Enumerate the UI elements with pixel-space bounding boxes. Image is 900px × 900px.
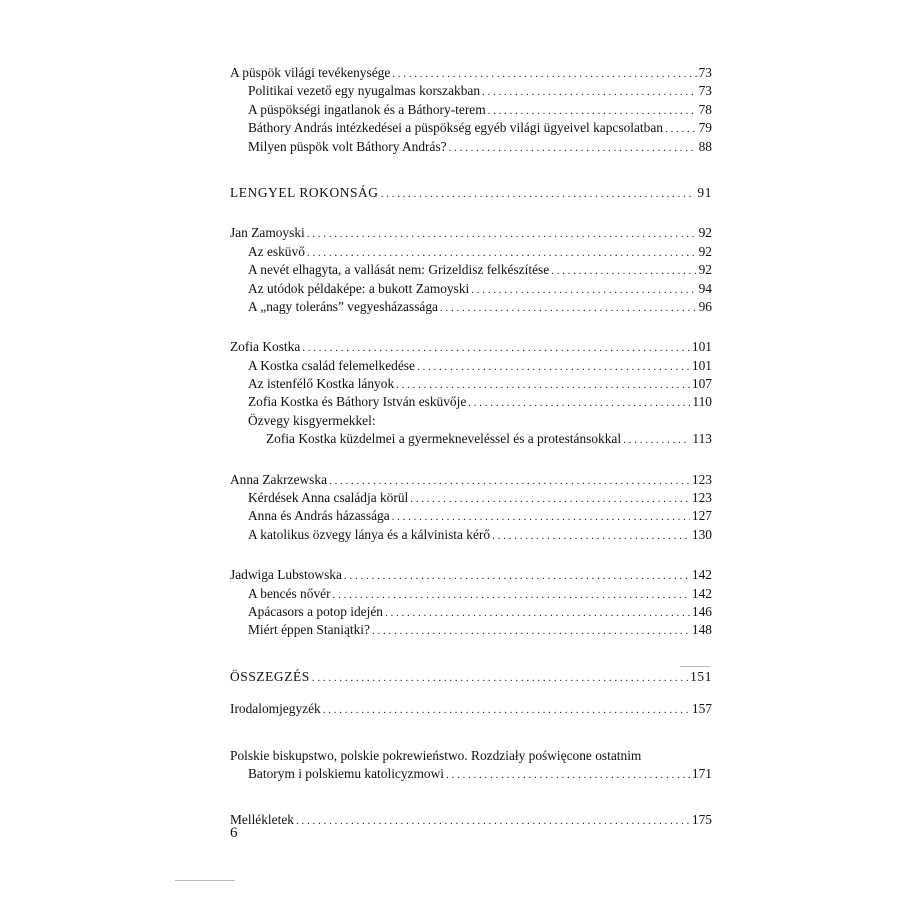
toc-subentry-title: Özvegy kisgyermekkel: (248, 412, 376, 428)
toc-subentry-page: 73 (698, 83, 712, 99)
toc-entry-title: Mellékletek (230, 812, 294, 828)
toc-subentry (230, 138, 712, 156)
toc-subentry (230, 82, 712, 100)
toc-subentry-title: A katolikus özvegy lánya és a kálvinista kérő (248, 526, 491, 542)
leader-dots (307, 243, 697, 261)
toc-entry (230, 224, 712, 242)
leader-dots (482, 82, 697, 100)
toc-subentry (230, 489, 712, 507)
toc-entry-title: Jadwiga Lubstowska (230, 567, 342, 583)
toc-entry (230, 811, 712, 829)
leader-dots (551, 261, 696, 279)
page-number: 6 (230, 825, 238, 841)
leader-dots (488, 101, 697, 119)
toc-subentry-title: A bencés nővér (248, 585, 331, 601)
toc-subentry (230, 375, 712, 393)
toc-subentry-title: Az esküvő (248, 243, 305, 259)
toc-entry-page: 171 (691, 765, 712, 781)
toc-entry-title: Polskie biskupstwo, polskie pokrewieństwo. Rozdziały poświęcone ostatnim (230, 747, 642, 763)
toc-subentry-title: Kérdések Anna családja körül (248, 490, 409, 506)
toc-entry-title: Irodalomjegyzék (230, 701, 321, 717)
toc-subentry-page: 94 (698, 280, 712, 296)
toc-subentry-line (230, 412, 712, 430)
toc-entry (230, 700, 712, 718)
toc-subentry-page: 78 (698, 101, 712, 117)
leader-dots (381, 184, 696, 202)
toc-subentry (230, 280, 712, 298)
leader-dots (665, 119, 697, 137)
spacer (230, 449, 712, 471)
toc-subentry (230, 101, 712, 119)
toc-subentry-page: 101 (691, 357, 712, 373)
toc-subentry-page: 146 (691, 603, 712, 619)
toc-entry-title: Zofia Kostka (230, 339, 301, 355)
toc-chapter (230, 668, 712, 686)
leader-dots (329, 471, 690, 489)
leader-dots (623, 430, 690, 448)
toc-subentry-page: 79 (698, 120, 712, 136)
toc-subentry (230, 621, 712, 639)
toc-chapter (230, 184, 712, 202)
toc-entry-page: 123 (691, 471, 712, 487)
toc-subentry (230, 603, 712, 621)
scan-speck (680, 666, 710, 667)
toc-entry-page: 142 (691, 567, 712, 583)
toc-subentry-title: Zofia Kostka és Báthory István esküvője (248, 394, 467, 410)
toc-subentry-page: 130 (691, 526, 712, 542)
toc-subentry-title: A püspökségi ingatlanok és a Báthory-terem (248, 101, 486, 117)
leader-dots (396, 375, 690, 393)
toc-chapter-page: 151 (690, 668, 712, 684)
spacer (230, 544, 712, 566)
toc-subentry-title: Báthory András intézkedései a püspökség egyéb világi ügyeivel kapcsolatban (248, 120, 663, 136)
toc-subentry (230, 430, 712, 448)
toc-subentry (230, 119, 712, 137)
leader-dots (417, 357, 690, 375)
toc-subentry-title: A „nagy toleráns” vegyesházassága (248, 298, 438, 314)
leader-dots (392, 507, 690, 525)
toc-subentry-page: 88 (698, 138, 712, 154)
toc-subentry (230, 243, 712, 261)
leader-dots (385, 603, 690, 621)
toc-entry (230, 64, 712, 82)
spacer (230, 783, 712, 811)
toc-subentry (230, 261, 712, 279)
toc-subentry-title: Politikai vezető egy nyugalmas korszakban (248, 83, 481, 99)
leader-dots (449, 138, 697, 156)
leader-dots (323, 700, 690, 718)
toc-chapter-title: ÖSSZEGZÉS (230, 668, 310, 684)
toc-subentry-title: Apácasors a potop idején (248, 603, 383, 619)
toc-subentry (230, 507, 712, 525)
toc-entry-page: 92 (698, 225, 712, 241)
toc-subentry (230, 357, 712, 375)
toc-entry (230, 765, 712, 783)
toc-subentry-page: 96 (698, 298, 712, 314)
table-of-contents (230, 64, 712, 830)
spacer (230, 316, 712, 338)
toc-entry-page: 175 (691, 812, 712, 828)
toc-entry-title: Anna Zakrzewska (230, 471, 328, 487)
toc-subentry-title: Zofia Kostka küzdelmei a gyermekneveléssel és a protestánsokkal (266, 431, 622, 447)
spacer (230, 156, 712, 184)
leader-dots (296, 811, 690, 829)
toc-subentry (230, 393, 712, 411)
toc-subentry-page: 107 (691, 376, 712, 392)
leader-dots (372, 621, 690, 639)
toc-subentry-title: A Kostka család felemelkedése (248, 357, 415, 373)
toc-entry-page: 101 (691, 339, 712, 355)
leader-dots (307, 224, 697, 242)
toc-chapter-title: LENGYEL ROKONSÁG (230, 184, 379, 200)
toc-subentry-page: 92 (698, 243, 712, 259)
toc-entry-page: 73 (698, 65, 712, 80)
toc-subentry-title: Miért éppen Staniątki? (248, 622, 370, 638)
toc-entry-line (230, 747, 712, 765)
leader-dots (492, 526, 690, 544)
leader-dots (302, 338, 690, 356)
toc-chapter-page: 91 (697, 184, 712, 200)
leader-dots (392, 64, 696, 82)
toc-subentry-title: Anna és András házassága (248, 508, 390, 524)
spacer (230, 686, 712, 700)
toc-entry (230, 566, 712, 584)
toc-entry (230, 338, 712, 356)
toc-entry-page: 157 (691, 701, 712, 717)
leader-dots (440, 298, 697, 316)
leader-dots (471, 280, 696, 298)
leader-dots (344, 566, 690, 584)
toc-subentry (230, 585, 712, 603)
toc-entry-title: Batorym i polskiemu katolicyzmowi (248, 765, 444, 781)
toc-subentry (230, 526, 712, 544)
spacer (230, 640, 712, 668)
scan-speck (175, 880, 235, 881)
spacer (230, 202, 712, 224)
toc-subentry-page: 92 (698, 262, 712, 278)
toc-subentry-page: 113 (692, 431, 712, 447)
toc-subentry-title: A nevét elhagyta, a vallását nem: Grizeldisz felkészítése (248, 262, 550, 278)
leader-dots (410, 489, 690, 507)
leader-dots (312, 668, 688, 686)
toc-entry (230, 471, 712, 489)
leader-dots (333, 585, 690, 603)
toc-subentry-page: 123 (691, 490, 712, 506)
toc-entry-title: A püspök világi tevékenysége (230, 65, 391, 80)
leader-dots (468, 393, 690, 411)
toc-subentry-page: 148 (691, 622, 712, 638)
toc-subentry-page: 142 (691, 585, 712, 601)
spacer (230, 719, 712, 747)
toc-subentry-title: Az istenfélő Kostka lányok (248, 376, 395, 392)
toc-entry-title: Jan Zamoyski (230, 225, 305, 241)
toc-subentry-page: 127 (691, 508, 712, 524)
toc-subentry-title: Az utódok példaképe: a bukott Zamoyski (248, 280, 470, 296)
toc-subentry (230, 298, 712, 316)
toc-subentry-page: 110 (692, 394, 712, 410)
toc-subentry-title: Milyen püspök volt Báthory András? (248, 138, 447, 154)
leader-dots (446, 765, 690, 783)
